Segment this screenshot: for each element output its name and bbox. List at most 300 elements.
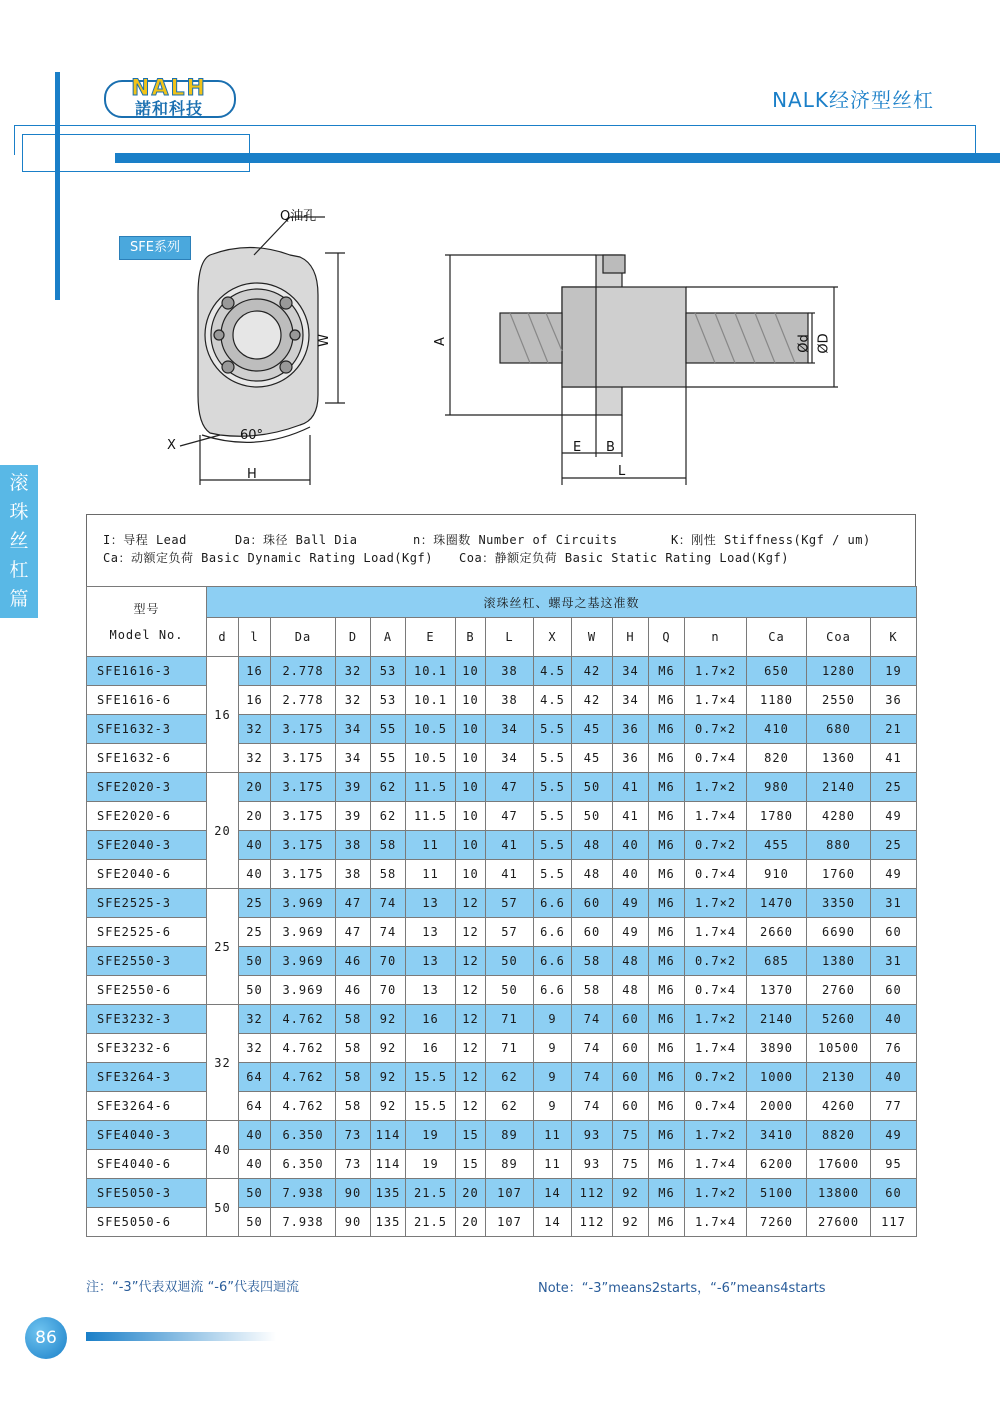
model-cell: SFE2525-6 — [87, 918, 207, 947]
cell-l: 40 — [239, 831, 271, 860]
column-header-ca: Ca — [747, 618, 807, 657]
model-header-cn: 型号 — [133, 601, 160, 616]
cell-h: 40 — [613, 860, 649, 889]
cell-a: 135 — [371, 1208, 406, 1237]
model-cell: SFE1616-6 — [87, 686, 207, 715]
cell-w: 45 — [572, 744, 613, 773]
page-number: 86 — [25, 1317, 67, 1359]
cell-coa: 1280 — [807, 657, 871, 686]
cell-k: 76 — [871, 1034, 917, 1063]
cell-q: M6 — [649, 802, 685, 831]
cell-h: 60 — [613, 1092, 649, 1121]
cell-d: 58 — [336, 1034, 371, 1063]
d-cell: 20 — [207, 773, 239, 889]
cell-h: 49 — [613, 889, 649, 918]
model-header-en: Model No. — [109, 627, 184, 642]
model-cell: SFE4040-6 — [87, 1150, 207, 1179]
d-cell: 32 — [207, 1005, 239, 1121]
cell-da: 3.175 — [271, 802, 336, 831]
cell-l: 40 — [239, 860, 271, 889]
note-en: Note：“-3”means2starts，“-6”means4starts — [538, 1281, 826, 1296]
cell-q: M6 — [649, 1150, 685, 1179]
legend — [86, 514, 916, 586]
cell-l: 107 — [486, 1208, 534, 1237]
cell-l: 47 — [486, 802, 534, 831]
cell-a: 55 — [371, 744, 406, 773]
cell-e: 10.5 — [406, 715, 456, 744]
cell-ca: 1370 — [747, 976, 807, 1005]
cell-coa: 1360 — [807, 744, 871, 773]
cell-b: 10 — [456, 686, 486, 715]
cell-l: 32 — [239, 1005, 271, 1034]
cell-x: 9 — [534, 1063, 572, 1092]
cell-b: 20 — [456, 1179, 486, 1208]
cell-b: 10 — [456, 773, 486, 802]
cell-h: 60 — [613, 1063, 649, 1092]
cell-da: 3.175 — [271, 831, 336, 860]
cell-l: 50 — [486, 947, 534, 976]
cell-x: 11 — [534, 1150, 572, 1179]
cell-ca: 820 — [747, 744, 807, 773]
cell-l: 89 — [486, 1150, 534, 1179]
cell-e: 19 — [406, 1121, 456, 1150]
cell-ca: 980 — [747, 773, 807, 802]
cell-coa: 5260 — [807, 1005, 871, 1034]
cell-da: 3.175 — [271, 715, 336, 744]
technical-drawing — [150, 195, 870, 495]
cell-l: 38 — [486, 686, 534, 715]
dim-d-small-label: Ød — [796, 334, 812, 353]
cell-n: 0.7×4 — [685, 976, 747, 1005]
cell-e: 11.5 — [406, 802, 456, 831]
cell-b: 15 — [456, 1121, 486, 1150]
cell-w: 74 — [572, 1063, 613, 1092]
header-vertical-bar — [55, 72, 60, 300]
model-cell: SFE1632-6 — [87, 744, 207, 773]
logo-text-cn: 諾和科技 — [134, 99, 203, 118]
cell-k: 19 — [871, 657, 917, 686]
cell-l: 20 — [239, 773, 271, 802]
cell-q: M6 — [649, 918, 685, 947]
cell-h: 60 — [613, 1005, 649, 1034]
cell-n: 1.7×4 — [685, 1150, 747, 1179]
cell-d: 34 — [336, 715, 371, 744]
header-blue-bar — [115, 153, 1000, 163]
cell-n: 1.7×2 — [685, 1121, 747, 1150]
legend-circuits: n：珠圈数 Number of Circuits — [413, 533, 618, 547]
cell-da: 2.778 — [271, 686, 336, 715]
cell-l: 16 — [239, 686, 271, 715]
cell-ca: 3890 — [747, 1034, 807, 1063]
cell-a: 92 — [371, 1092, 406, 1121]
cell-a: 114 — [371, 1150, 406, 1179]
cell-h: 36 — [613, 744, 649, 773]
cell-w: 50 — [572, 802, 613, 831]
cell-coa: 2550 — [807, 686, 871, 715]
cell-b: 10 — [456, 860, 486, 889]
cell-da: 3.969 — [271, 947, 336, 976]
cell-d: 73 — [336, 1150, 371, 1179]
cell-q: M6 — [649, 773, 685, 802]
cell-coa: 1760 — [807, 860, 871, 889]
d-cell: 16 — [207, 657, 239, 773]
cell-x: 14 — [534, 1208, 572, 1237]
cell-w: 50 — [572, 773, 613, 802]
cell-k: 31 — [871, 947, 917, 976]
cell-w: 48 — [572, 831, 613, 860]
cell-d: 34 — [336, 744, 371, 773]
cell-x: 5.5 — [534, 773, 572, 802]
cell-e: 13 — [406, 918, 456, 947]
spec-table — [86, 586, 917, 1237]
cell-n: 1.7×4 — [685, 686, 747, 715]
cell-a: 53 — [371, 657, 406, 686]
cell-q: M6 — [649, 1179, 685, 1208]
column-header-q: Q — [649, 618, 685, 657]
cell-d: 39 — [336, 802, 371, 831]
cell-coa: 3350 — [807, 889, 871, 918]
cell-a: 58 — [371, 860, 406, 889]
model-cell: SFE3264-6 — [87, 1092, 207, 1121]
cell-ca: 5100 — [747, 1179, 807, 1208]
cell-x: 5.5 — [534, 860, 572, 889]
cell-ca: 1780 — [747, 802, 807, 831]
cell-k: 31 — [871, 889, 917, 918]
cell-l: 32 — [239, 715, 271, 744]
table-row — [87, 1005, 917, 1034]
model-cell: SFE2040-6 — [87, 860, 207, 889]
cell-b: 15 — [456, 1150, 486, 1179]
logo-text-en: NALH — [131, 76, 207, 101]
cell-ca: 650 — [747, 657, 807, 686]
cell-b: 12 — [456, 1063, 486, 1092]
cell-x: 6.6 — [534, 976, 572, 1005]
column-header-coa: Coa — [807, 618, 871, 657]
dim-x-label: X — [167, 438, 176, 453]
cell-a: 70 — [371, 947, 406, 976]
cell-n: 0.7×4 — [685, 1092, 747, 1121]
column-header-b: B — [456, 618, 486, 657]
cell-k: 40 — [871, 1063, 917, 1092]
cell-a: 62 — [371, 773, 406, 802]
cell-n: 1.7×2 — [685, 889, 747, 918]
dim-a-label: A — [432, 337, 448, 346]
dim-e-label: E — [573, 440, 582, 455]
cell-e: 11 — [406, 860, 456, 889]
cell-l: 32 — [239, 1034, 271, 1063]
cell-d: 46 — [336, 947, 371, 976]
cell-h: 75 — [613, 1150, 649, 1179]
legend-static-load: Coa：静额定负荷 Basic Static Rating Load(Kgf) — [459, 551, 789, 565]
cell-h: 92 — [613, 1208, 649, 1237]
cell-x: 6.6 — [534, 947, 572, 976]
series-label: SFE系列 — [119, 236, 191, 260]
cell-l: 89 — [486, 1121, 534, 1150]
legend-line-1 — [103, 531, 915, 549]
cell-e: 16 — [406, 1034, 456, 1063]
cell-da: 3.969 — [271, 918, 336, 947]
cell-x: 6.6 — [534, 889, 572, 918]
cell-d: 58 — [336, 1005, 371, 1034]
cell-coa: 1380 — [807, 947, 871, 976]
cell-w: 74 — [572, 1092, 613, 1121]
cell-w: 112 — [572, 1208, 613, 1237]
cell-b: 10 — [456, 715, 486, 744]
cell-d: 47 — [336, 918, 371, 947]
cell-x: 4.5 — [534, 657, 572, 686]
cell-l: 20 — [239, 802, 271, 831]
cell-h: 34 — [613, 686, 649, 715]
cell-h: 92 — [613, 1179, 649, 1208]
cell-n: 1.7×4 — [685, 802, 747, 831]
cell-k: 95 — [871, 1150, 917, 1179]
cell-e: 10.5 — [406, 744, 456, 773]
cell-h: 48 — [613, 976, 649, 1005]
cell-x: 11 — [534, 1121, 572, 1150]
cell-a: 92 — [371, 1063, 406, 1092]
oil-hole-label: Q油孔 — [280, 209, 317, 224]
cell-l: 40 — [239, 1150, 271, 1179]
model-cell: SFE5050-6 — [87, 1208, 207, 1237]
cell-l: 41 — [486, 831, 534, 860]
cell-l: 34 — [486, 715, 534, 744]
cell-k: 49 — [871, 860, 917, 889]
cell-coa: 2130 — [807, 1063, 871, 1092]
column-header-da: Da — [271, 618, 336, 657]
cell-b: 10 — [456, 657, 486, 686]
cell-n: 0.7×2 — [685, 831, 747, 860]
cell-h: 36 — [613, 715, 649, 744]
dim-l-label: L — [618, 464, 626, 479]
cell-l: 57 — [486, 889, 534, 918]
cell-x: 14 — [534, 1179, 572, 1208]
cell-x: 9 — [534, 1005, 572, 1034]
model-cell: SFE2040-3 — [87, 831, 207, 860]
cell-w: 74 — [572, 1005, 613, 1034]
cell-l: 41 — [486, 860, 534, 889]
front-view — [180, 217, 345, 485]
table-row — [87, 1179, 917, 1208]
cell-a: 62 — [371, 802, 406, 831]
cell-w: 58 — [572, 947, 613, 976]
cell-ca: 1470 — [747, 889, 807, 918]
model-cell: SFE2020-6 — [87, 802, 207, 831]
model-cell: SFE3264-3 — [87, 1063, 207, 1092]
cell-l: 16 — [239, 657, 271, 686]
model-cell: SFE2550-3 — [87, 947, 207, 976]
cell-k: 25 — [871, 773, 917, 802]
cell-a: 114 — [371, 1121, 406, 1150]
cell-d: 58 — [336, 1063, 371, 1092]
cell-ca: 455 — [747, 831, 807, 860]
cell-b: 12 — [456, 1034, 486, 1063]
cell-l: 71 — [486, 1005, 534, 1034]
cell-e: 10.1 — [406, 686, 456, 715]
cell-q: M6 — [649, 1121, 685, 1150]
cell-a: 92 — [371, 1034, 406, 1063]
cell-n: 0.7×2 — [685, 1063, 747, 1092]
cell-e: 11 — [406, 831, 456, 860]
cell-k: 60 — [871, 976, 917, 1005]
cell-d: 38 — [336, 860, 371, 889]
legend-ball-dia: Da：珠径 Ball Dia — [235, 533, 358, 547]
cell-coa: 2140 — [807, 773, 871, 802]
cell-q: M6 — [649, 1092, 685, 1121]
dim-b-label: B — [606, 440, 615, 455]
cell-x: 6.6 — [534, 918, 572, 947]
cell-x: 5.5 — [534, 802, 572, 831]
cell-da: 2.778 — [271, 657, 336, 686]
cell-e: 21.5 — [406, 1208, 456, 1237]
cell-a: 135 — [371, 1179, 406, 1208]
cell-l: 64 — [239, 1092, 271, 1121]
cell-da: 7.938 — [271, 1208, 336, 1237]
cell-n: 1.7×2 — [685, 657, 747, 686]
cell-b: 12 — [456, 976, 486, 1005]
cell-d: 90 — [336, 1179, 371, 1208]
cell-n: 0.7×2 — [685, 715, 747, 744]
table-row — [87, 773, 917, 802]
cell-l: 50 — [239, 947, 271, 976]
cell-l: 50 — [239, 976, 271, 1005]
model-cell: SFE3232-6 — [87, 1034, 207, 1063]
cell-da: 3.969 — [271, 889, 336, 918]
group-header: 滚珠丝杠、螺母之基这准数 — [207, 587, 917, 618]
cell-h: 60 — [613, 1034, 649, 1063]
cell-d: 46 — [336, 976, 371, 1005]
table-row — [87, 657, 917, 686]
cell-b: 10 — [456, 831, 486, 860]
cell-e: 16 — [406, 1005, 456, 1034]
cell-ca: 6200 — [747, 1150, 807, 1179]
cell-d: 38 — [336, 831, 371, 860]
cell-b: 10 — [456, 802, 486, 831]
legend-lead: I：导程 Lead — [103, 533, 187, 547]
cell-l: 34 — [486, 744, 534, 773]
cell-l: 64 — [239, 1063, 271, 1092]
cell-l: 40 — [239, 1121, 271, 1150]
cell-ca: 410 — [747, 715, 807, 744]
cell-k: 77 — [871, 1092, 917, 1121]
cell-l: 32 — [239, 744, 271, 773]
cell-da: 3.175 — [271, 860, 336, 889]
cell-h: 75 — [613, 1121, 649, 1150]
cell-coa: 8820 — [807, 1121, 871, 1150]
cell-k: 60 — [871, 918, 917, 947]
cell-n: 0.7×2 — [685, 947, 747, 976]
cell-x: 9 — [534, 1092, 572, 1121]
column-header-a: A — [371, 618, 406, 657]
column-header-l: L — [486, 618, 534, 657]
cell-k: 49 — [871, 1121, 917, 1150]
cell-w: 112 — [572, 1179, 613, 1208]
cell-k: 36 — [871, 686, 917, 715]
footer-bar — [86, 1332, 276, 1341]
model-cell: SFE1632-3 — [87, 715, 207, 744]
cell-e: 21.5 — [406, 1179, 456, 1208]
cell-ca: 2140 — [747, 1005, 807, 1034]
cell-a: 92 — [371, 1005, 406, 1034]
cell-q: M6 — [649, 1063, 685, 1092]
cell-q: M6 — [649, 686, 685, 715]
cell-e: 11.5 — [406, 773, 456, 802]
cell-e: 15.5 — [406, 1092, 456, 1121]
cell-k: 41 — [871, 744, 917, 773]
cell-x: 4.5 — [534, 686, 572, 715]
cell-coa: 17600 — [807, 1150, 871, 1179]
cell-q: M6 — [649, 947, 685, 976]
cell-l: 57 — [486, 918, 534, 947]
cell-n: 0.7×4 — [685, 744, 747, 773]
cell-n: 1.7×2 — [685, 1005, 747, 1034]
cell-l: 50 — [239, 1208, 271, 1237]
cell-q: M6 — [649, 860, 685, 889]
cell-da: 3.175 — [271, 773, 336, 802]
cell-coa: 27600 — [807, 1208, 871, 1237]
cell-k: 25 — [871, 831, 917, 860]
model-cell: SFE3232-3 — [87, 1005, 207, 1034]
d-cell: 25 — [207, 889, 239, 1005]
cell-d: 47 — [336, 889, 371, 918]
cell-e: 13 — [406, 976, 456, 1005]
cell-q: M6 — [649, 715, 685, 744]
cell-l: 71 — [486, 1034, 534, 1063]
column-header-x: X — [534, 618, 572, 657]
cell-k: 21 — [871, 715, 917, 744]
cell-k: 117 — [871, 1208, 917, 1237]
cell-l: 25 — [239, 889, 271, 918]
cell-h: 49 — [613, 918, 649, 947]
cell-a: 53 — [371, 686, 406, 715]
cell-q: M6 — [649, 889, 685, 918]
cell-da: 7.938 — [271, 1179, 336, 1208]
model-cell: SFE1616-3 — [87, 657, 207, 686]
cell-n: 0.7×4 — [685, 860, 747, 889]
cell-n: 1.7×4 — [685, 1208, 747, 1237]
column-header-e: E — [406, 618, 456, 657]
cell-q: M6 — [649, 657, 685, 686]
cell-da: 6.350 — [271, 1121, 336, 1150]
d-cell: 40 — [207, 1121, 239, 1179]
cell-q: M6 — [649, 976, 685, 1005]
cell-da: 4.762 — [271, 1063, 336, 1092]
cell-x: 9 — [534, 1034, 572, 1063]
cell-coa: 4260 — [807, 1092, 871, 1121]
angle-label: 60° — [240, 428, 264, 443]
cell-e: 15.5 — [406, 1063, 456, 1092]
spec-table-body — [87, 657, 917, 1237]
cell-da: 6.350 — [271, 1150, 336, 1179]
cell-l: 62 — [486, 1092, 534, 1121]
column-header-h: H — [613, 618, 649, 657]
cell-k: 40 — [871, 1005, 917, 1034]
cell-coa: 2760 — [807, 976, 871, 1005]
cell-h: 41 — [613, 773, 649, 802]
model-header — [87, 587, 207, 657]
cell-d: 73 — [336, 1121, 371, 1150]
column-header-l: l — [239, 618, 271, 657]
cell-da: 3.175 — [271, 744, 336, 773]
cell-ca: 1180 — [747, 686, 807, 715]
cell-x: 5.5 — [534, 715, 572, 744]
cell-q: M6 — [649, 744, 685, 773]
cell-w: 48 — [572, 860, 613, 889]
side-view — [445, 255, 838, 485]
cell-d: 39 — [336, 773, 371, 802]
cell-coa: 6690 — [807, 918, 871, 947]
cell-w: 93 — [572, 1150, 613, 1179]
cell-l: 50 — [486, 976, 534, 1005]
